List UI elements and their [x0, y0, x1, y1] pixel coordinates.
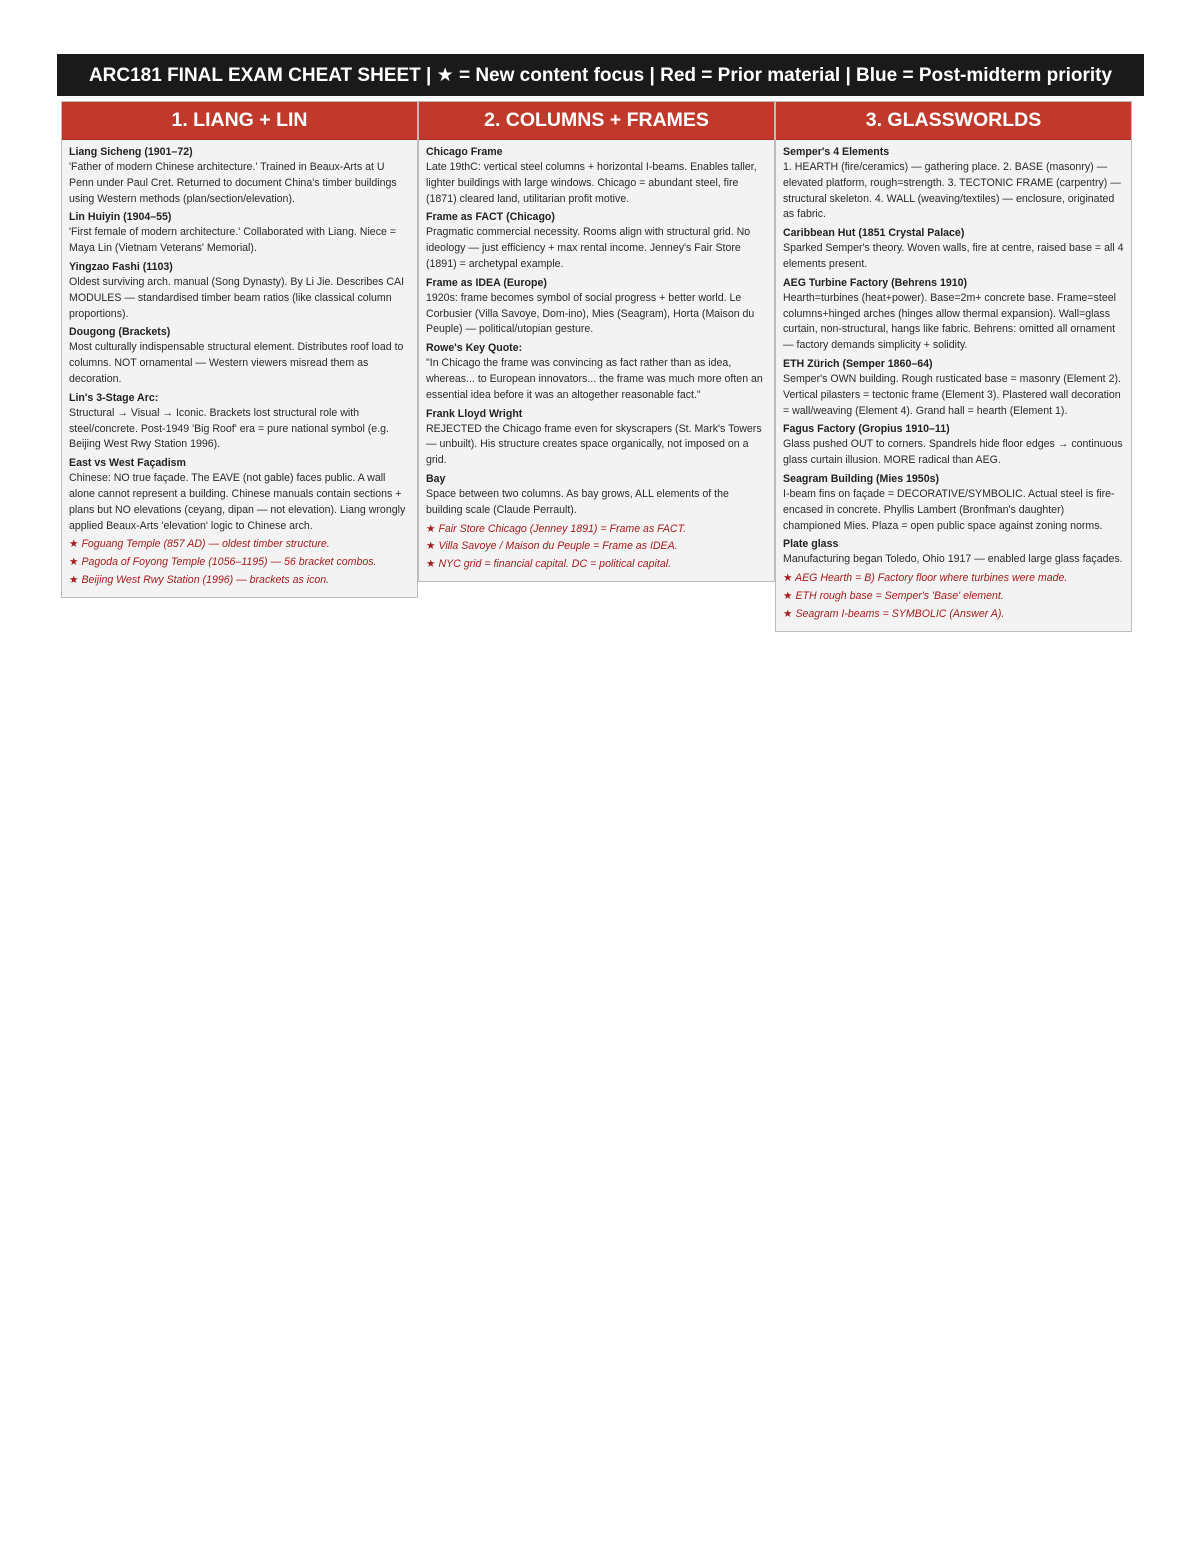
entry-heading: Frame as FACT (Chicago) [426, 211, 555, 224]
entry-text: Most culturally indispensable structural element. Distributes roof load to columns. NOT ornamental — Western viewers misread them as decoration. [69, 341, 404, 385]
column-heading: 2. COLUMNS + FRAMES [419, 102, 774, 140]
entry-text: 'Father of modern Chinese architecture.' Trained in Beaux-Arts at U Penn under Paul Cret. Returned to document China's timber buildings using Western methods (plan/section/elevation). [69, 161, 397, 205]
star-note: ★ ETH rough base = Semper's 'Base' element. [783, 589, 1004, 602]
star-note: ★ AEG Hearth = B) Factory floor where turbines were made. [783, 572, 1068, 585]
column-liang-lin [61, 101, 418, 598]
entry-heading: Rowe's Key Quote: [426, 342, 523, 355]
entry-heading: Liang Sicheng (1901–72) [69, 146, 193, 158]
entry-text: 'First female of modern architecture.' Collaborated with Liang. Niece = Maya Lin (Vietnam Veterans' Memorial). [69, 226, 397, 255]
entry-text: Late 19thC: vertical steel columns + horizontal I-beams. Enables taller, lighter buildings with large windows. Chicago = abundant steel, fire (1871) cleared land, utilitarian profit motive. [426, 161, 757, 205]
entry-heading: Dougong (Brackets) [69, 326, 171, 339]
entry [426, 472, 767, 519]
entry-heading: Chicago Frame [426, 146, 503, 158]
entry-text: Space between two columns. As bay grows, ALL elements of the building scale (Claude Perrault). [426, 487, 729, 516]
column-body [62, 140, 417, 597]
entry-text: 1. HEARTH (fire/ceramics) — gathering place. 2. BASE (masonry) — elevated platform, rough=strength. 3. TECTONIC FRAME (carpentry) — structural skeleton. 4. WALL (weaving/textiles) — enclosure, originated as fabric. [783, 161, 1121, 221]
entry [783, 357, 1124, 419]
entry [426, 276, 767, 338]
entry [69, 210, 410, 257]
entry [783, 226, 1124, 273]
star-note: ★ Fair Store Chicago (Jenney 1891) = Frame as FACT. [426, 522, 687, 535]
entry-text: Structural → Visual → Iconic. Brackets lost structural role with steel/concrete. Post-1949 'Big Roof' era = pure national symbol (e.g. Beijing West Rwy Station 1996). [69, 406, 389, 451]
entry [783, 276, 1124, 354]
entry-heading: Lin's 3-Stage Arc: [69, 391, 159, 404]
star-note: ★ Foguang Temple (857 AD) — oldest timber structure. [69, 538, 330, 551]
entry-text: REJECTED the Chicago frame even for skyscrapers (St. Mark's Towers — unbuilt). His structure creates space organically, not imposed on a grid. [426, 422, 762, 467]
entry-text: Glass pushed OUT to corners. Spandrels hide floor edges → continuous glass curtain illusion. MORE radical than AEG. [783, 438, 1123, 467]
entry-text: Manufacturing began Toledo, Ohio 1917 — enabled large glass façades. [783, 553, 1123, 566]
entry-heading: AEG Turbine Factory (Behrens 1910) [783, 276, 968, 289]
entry [69, 145, 410, 207]
entry-heading: Semper's 4 Elements [783, 146, 890, 158]
star-note: ★ Villa Savoye / Maison du Peuple = Frame as IDEA. [426, 540, 678, 553]
entry-text: Hearth=turbines (heat+power). Base=2m+ concrete base. Frame=steel columns+hinged arches (hinges allow thermal expansion). Wall=glass curtain, non-structural, hangs like fabric. Behrens: omitted all ornament — factory demands simplicity + solidity. [783, 291, 1116, 352]
entry-heading: Fagus Factory (Gropius 1910–11) [783, 423, 950, 436]
column-heading: 3. GLASSWORLDS [776, 102, 1131, 140]
star-note: ★ Beijing West Rwy Station (1996) — brackets as icon. [69, 573, 330, 586]
star-note: ★ Pagoda of Foyong Temple (1056–1195) — 56 bracket combos. [69, 556, 377, 569]
column-glassworlds [775, 101, 1132, 632]
entry-heading: Yingzao Fashi (1103) [69, 260, 173, 273]
entry-heading: Frame as IDEA (Europe) [426, 276, 547, 289]
star-note: ★ NYC grid = financial capital. DC = political capital. [426, 558, 672, 571]
entry [69, 260, 410, 322]
column-body [776, 140, 1131, 631]
entry [69, 391, 410, 453]
entry-text: Semper's OWN building. Rough rusticated base = masonry (Element 2). Vertical pilasters = tectonic frame (Element 3). Plastered wall decoration = wall/weaving (Element 4). Grand hall = hearth (Element 1). [783, 372, 1121, 417]
entry [783, 472, 1124, 534]
entry [426, 210, 767, 272]
entry-text: Pragmatic commercial necessity. Rooms align with structural grid. No ideology — just efficiency + max rental income. Jenney's Fair Store (1891) = archetypal example. [426, 226, 751, 270]
entry-text: "In Chicago the frame was convincing as fact rather than as idea, whereas... to European innovators... the frame was much more often an essential idea before it was an altogether reasonable fact." [426, 357, 763, 401]
entry [783, 145, 1124, 223]
entry-heading: Plate glass [783, 538, 839, 551]
entry [426, 407, 767, 469]
entry-heading: Seagram Building (Mies 1950s) [783, 472, 940, 485]
columns-container [61, 101, 1134, 632]
entry-text: Oldest surviving arch. manual (Song Dynasty). By Li Jie. Describes CAI MODULES — standardised timber beam ratios (like classical column proportions). [69, 275, 405, 320]
entry-heading: ETH Zürich (Semper 1860–64) [783, 357, 933, 370]
entry [69, 325, 410, 387]
page-title: ARC181 FINAL EXAM CHEAT SHEET | ★ = New content focus | Red = Prior material | Blue = Post-midterm priority [57, 54, 1144, 96]
column-heading: 1. LIANG + LIN [62, 102, 417, 140]
entry [426, 341, 767, 403]
star-note: ★ Seagram I-beams = SYMBOLIC (Answer A). [783, 607, 1005, 620]
entry-text: 1920s: frame becomes symbol of social progress + better world. Le Corbusier (Villa Savoye, Dom-ino), Mies (Seagram), Horta (Maison du Peuple) — political/utopian gesture. [426, 291, 755, 336]
entry [783, 422, 1124, 469]
entry-text: Chinese: NO true façade. The EAVE (not gable) faces public. A wall alone cannot represent a building. Chinese manuals contain sections + plans but NO elevations (ceyang, dipan — not elevation). Liang wrongly applied Beaux-Arts 'elevation' logic to Chinese arch. [69, 472, 406, 532]
entry-heading: East vs West Façadism [69, 457, 186, 470]
entry-heading: Bay [426, 472, 446, 485]
entry-heading: Frank Lloyd Wright [426, 407, 523, 420]
column-columns-frames [418, 101, 775, 582]
entry-heading: Caribbean Hut (1851 Crystal Palace) [783, 227, 965, 240]
entry-text: I-beam fins on façade = DECORATIVE/SYMBOLIC. Actual steel is fire-encased in concrete. Phyllis Lambert (Bronfman's daughter) championed Mies. Plaza = open public space against zoning norms. [783, 487, 1115, 532]
entry-text: Sparked Semper's theory. Woven walls, fire at centre, raised base = all 4 elements present. [783, 242, 1124, 270]
entry [426, 145, 767, 207]
entry [69, 456, 410, 534]
column-body [419, 140, 774, 581]
entry [783, 537, 1124, 568]
entry-heading: Lin Huiyin (1904–55) [69, 211, 172, 224]
